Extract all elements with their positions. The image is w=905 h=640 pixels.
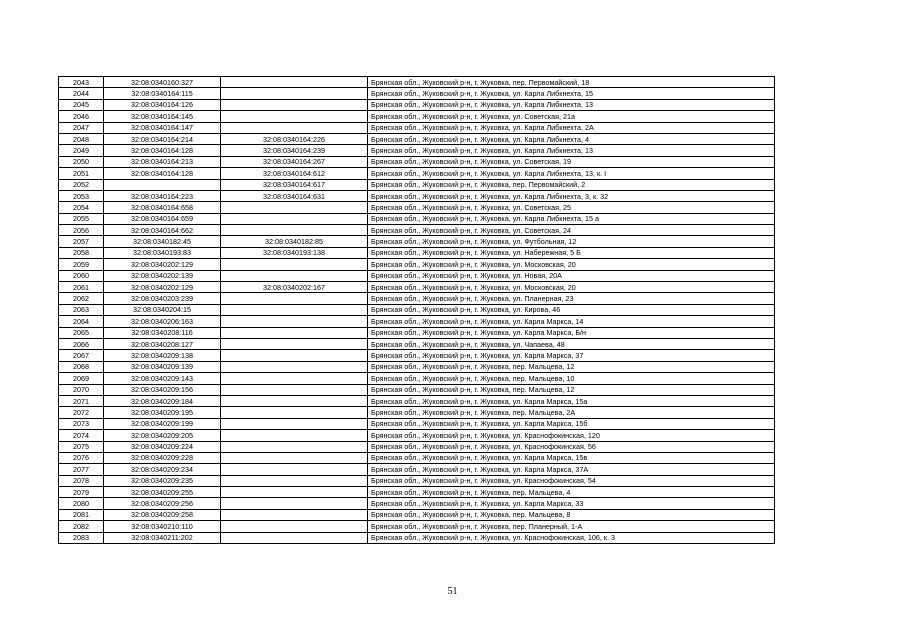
cadastral-number-cell: 32:08:0340164:223 bbox=[104, 190, 221, 201]
row-number-cell: 2070 bbox=[59, 384, 104, 395]
related-cadastral-number-cell bbox=[221, 316, 368, 327]
cadastral-number-cell: 32:08:0340209:138 bbox=[104, 350, 221, 361]
row-number-cell: 2078 bbox=[59, 475, 104, 486]
row-number-cell: 2059 bbox=[59, 259, 104, 270]
cadastral-number-cell: 32:08:0340164:662 bbox=[104, 225, 221, 236]
row-number-cell: 2072 bbox=[59, 407, 104, 418]
related-cadastral-number-cell bbox=[221, 213, 368, 224]
table-row bbox=[59, 384, 775, 395]
cadastral-number-cell: 32:08:0340209:228 bbox=[104, 452, 221, 463]
address-cell: Брянская обл., Жуковский р-н, г. Жуковка, ул. Карла Либкнехта, 3, к. 32 bbox=[368, 190, 775, 201]
cadastral-number-cell: 32:08:0340209:224 bbox=[104, 441, 221, 452]
row-number-cell: 2069 bbox=[59, 373, 104, 384]
address-cell: Брянская обл., Жуковский р-н, г. Жуковка, ул. Советская, 21а bbox=[368, 111, 775, 122]
table-row bbox=[59, 452, 775, 463]
table-row bbox=[59, 179, 775, 190]
row-number-cell: 2050 bbox=[59, 156, 104, 167]
row-number-cell: 2063 bbox=[59, 304, 104, 315]
related-cadastral-number-cell bbox=[221, 99, 368, 110]
address-cell: Брянская обл., Жуковский р-н, г. Жуковка, пер. Первомайский, 18 bbox=[368, 77, 775, 88]
row-number-cell: 2057 bbox=[59, 236, 104, 247]
cadastral-number-cell: 32:08:0340164:214 bbox=[104, 133, 221, 144]
address-cell: Брянская обл., Жуковский р-н, г. Жуковка, ул. Краснофокинская, 54 bbox=[368, 475, 775, 486]
table-row bbox=[59, 350, 775, 361]
table-row bbox=[59, 441, 775, 452]
cadastral-number-cell: 32:08:0340209:255 bbox=[104, 487, 221, 498]
table-row bbox=[59, 475, 775, 486]
table-row bbox=[59, 487, 775, 498]
row-number-cell: 2075 bbox=[59, 441, 104, 452]
row-number-cell: 2046 bbox=[59, 111, 104, 122]
row-number-cell: 2062 bbox=[59, 293, 104, 304]
cadastral-number-cell: 32:08:0340164:213 bbox=[104, 156, 221, 167]
cadastral-number-cell: 32:08:0340209:258 bbox=[104, 509, 221, 520]
cadastral-number-cell: 32:08:0340203:239 bbox=[104, 293, 221, 304]
address-cell: Брянская обл., Жуковский р-н, г. Жуковка, ул. Новая, 20А bbox=[368, 270, 775, 281]
address-cell: Брянская обл., Жуковский р-н, г. Жуковка, ул. Набережная, 5 Б bbox=[368, 247, 775, 258]
row-number-cell: 2076 bbox=[59, 452, 104, 463]
related-cadastral-number-cell bbox=[221, 88, 368, 99]
table-row bbox=[59, 247, 775, 258]
related-cadastral-number-cell bbox=[221, 384, 368, 395]
address-cell: Брянская обл., Жуковский р-н, г. Жуковка, ул. Московская, 20 bbox=[368, 282, 775, 293]
address-cell: Брянская обл., Жуковский р-н, г. Жуковка, ул. Карла Либкнехта, 13, к. I bbox=[368, 168, 775, 179]
table-row bbox=[59, 373, 775, 384]
row-number-cell: 2077 bbox=[59, 464, 104, 475]
address-cell: Брянская обл., Жуковский р-н, г. Жуковка, ул. Краснофокинская, 56 bbox=[368, 441, 775, 452]
cadastral-number-cell: 32:08:0340209:184 bbox=[104, 395, 221, 406]
address-cell: Брянская обл., Жуковский р-н, г. Жуковка, пер. Мальцева, 12 bbox=[368, 361, 775, 372]
related-cadastral-number-cell bbox=[221, 407, 368, 418]
address-cell: Брянская обл., Жуковский р-н, г. Жуковка, ул. Советская, 25 bbox=[368, 202, 775, 213]
cadastral-number-cell: 32:08:0340164:126 bbox=[104, 99, 221, 110]
table-row bbox=[59, 430, 775, 441]
row-number-cell: 2045 bbox=[59, 99, 104, 110]
row-number-cell: 2049 bbox=[59, 145, 104, 156]
table-row bbox=[59, 77, 775, 88]
related-cadastral-number-cell bbox=[221, 532, 368, 543]
related-cadastral-number-cell bbox=[221, 430, 368, 441]
address-cell: Брянская обл., Жуковский р-н, г. Жуковка, ул. Карла Маркса, 33 bbox=[368, 498, 775, 509]
table-row bbox=[59, 236, 775, 247]
table-row bbox=[59, 190, 775, 201]
address-cell: Брянская обл., Жуковский р-н, г. Жуковка, ул. Футбольная, 12 bbox=[368, 236, 775, 247]
table-row bbox=[59, 202, 775, 213]
cadastral-number-cell: 32:08:0340160:327 bbox=[104, 77, 221, 88]
related-cadastral-number-cell: 32:08:0340193:138 bbox=[221, 247, 368, 258]
related-cadastral-number-cell bbox=[221, 418, 368, 429]
row-number-cell: 2081 bbox=[59, 509, 104, 520]
cadastral-number-cell: 32:08:0340182:45 bbox=[104, 236, 221, 247]
cadastral-number-cell: 32:08:0340208:127 bbox=[104, 338, 221, 349]
cadastral-number-cell: 32:08:0340208:116 bbox=[104, 327, 221, 338]
address-cell: Брянская обл., Жуковский р-н, г. Жуковка, ул. Карла Маркса, 15а bbox=[368, 395, 775, 406]
address-cell: Брянская обл., Жуковский р-н, г. Жуковка, ул. Карла Либкнехта, 13 bbox=[368, 99, 775, 110]
table-row bbox=[59, 225, 775, 236]
row-number-cell: 2079 bbox=[59, 487, 104, 498]
related-cadastral-number-cell bbox=[221, 452, 368, 463]
cadastral-number-cell: 32:08:0340209:143 bbox=[104, 373, 221, 384]
related-cadastral-number-cell bbox=[221, 304, 368, 315]
row-number-cell: 2082 bbox=[59, 521, 104, 532]
row-number-cell: 2043 bbox=[59, 77, 104, 88]
cadastral-number-cell: 32:08:0340164:128 bbox=[104, 168, 221, 179]
row-number-cell: 2083 bbox=[59, 532, 104, 543]
table-row bbox=[59, 361, 775, 372]
address-cell: Брянская обл., Жуковский р-н, г. Жуковка, ул. Планерная, 23 bbox=[368, 293, 775, 304]
table-row bbox=[59, 521, 775, 532]
row-number-cell: 2064 bbox=[59, 316, 104, 327]
address-cell: Брянская обл., Жуковский р-н, г. Жуковка, пер. Мальцева, 10 bbox=[368, 373, 775, 384]
row-number-cell: 2071 bbox=[59, 395, 104, 406]
cadastral-number-cell: 32:08:0340210:110 bbox=[104, 521, 221, 532]
cadastral-number-cell: 32:08:0340206:163 bbox=[104, 316, 221, 327]
table-row bbox=[59, 327, 775, 338]
related-cadastral-number-cell bbox=[221, 293, 368, 304]
table-row bbox=[59, 88, 775, 99]
cadastral-number-cell bbox=[104, 179, 221, 190]
related-cadastral-number-cell bbox=[221, 327, 368, 338]
related-cadastral-number-cell bbox=[221, 475, 368, 486]
row-number-cell: 2048 bbox=[59, 133, 104, 144]
table-body bbox=[59, 77, 775, 544]
row-number-cell: 2080 bbox=[59, 498, 104, 509]
table-row bbox=[59, 464, 775, 475]
related-cadastral-number-cell bbox=[221, 498, 368, 509]
address-cell: Брянская обл., Жуковский р-н, г. Жуковка, ул. Карла Маркса, 37 bbox=[368, 350, 775, 361]
cadastral-number-cell: 32:08:0340164:659 bbox=[104, 213, 221, 224]
address-cell: Брянская обл., Жуковский р-н, г. Жуковка, пер. Планерный, 1-А bbox=[368, 521, 775, 532]
row-number-cell: 2053 bbox=[59, 190, 104, 201]
related-cadastral-number-cell bbox=[221, 350, 368, 361]
related-cadastral-number-cell bbox=[221, 122, 368, 133]
related-cadastral-number-cell: 32:08:0340164:267 bbox=[221, 156, 368, 167]
page-number: 51 bbox=[447, 586, 458, 597]
address-cell: Брянская обл., Жуковский р-н, г. Жуковка, ул. Карла Маркса, Б/н bbox=[368, 327, 775, 338]
address-cell: Брянская обл., Жуковский р-н, г. Жуковка, ул. Карла Маркса, 15б bbox=[368, 418, 775, 429]
cadastral-number-cell: 32:08:0340209:199 bbox=[104, 418, 221, 429]
address-cell: Брянская обл., Жуковский р-н, г. Жуковка, ул. Карла Маркса, 37А bbox=[368, 464, 775, 475]
cadastral-number-cell: 32:08:0340193:83 bbox=[104, 247, 221, 258]
table-row bbox=[59, 316, 775, 327]
related-cadastral-number-cell bbox=[221, 441, 368, 452]
related-cadastral-number-cell: 32:08:0340164:612 bbox=[221, 168, 368, 179]
cadastral-number-cell: 32:08:0340209:139 bbox=[104, 361, 221, 372]
row-number-cell: 2060 bbox=[59, 270, 104, 281]
related-cadastral-number-cell bbox=[221, 487, 368, 498]
address-cell: Брянская обл., Жуковский р-н, г. Жуковка, ул. Карла Либкнехта, 4 bbox=[368, 133, 775, 144]
address-cell: Брянская обл., Жуковский р-н, г. Жуковка, ул. Советская, 19 bbox=[368, 156, 775, 167]
related-cadastral-number-cell bbox=[221, 202, 368, 213]
related-cadastral-number-cell bbox=[221, 509, 368, 520]
row-number-cell: 2051 bbox=[59, 168, 104, 179]
cadastral-number-cell: 32:08:0340204:15 bbox=[104, 304, 221, 315]
cadastral-number-cell: 32:08:0340209:156 bbox=[104, 384, 221, 395]
address-cell: Брянская обл., Жуковский р-н, г. Жуковка, ул. Карла Маркса, 14 bbox=[368, 316, 775, 327]
row-number-cell: 2068 bbox=[59, 361, 104, 372]
related-cadastral-number-cell: 32:08:0340164:226 bbox=[221, 133, 368, 144]
related-cadastral-number-cell bbox=[221, 395, 368, 406]
address-cell: Брянская обл., Жуковский р-н, г. Жуковка, ул. Карла Либкнехта, 15 а bbox=[368, 213, 775, 224]
row-number-cell: 2055 bbox=[59, 213, 104, 224]
address-cell: Брянская обл., Жуковский р-н, г. Жуковка, ул. Краснофокинская, 106, к. 3 bbox=[368, 532, 775, 543]
table-row bbox=[59, 259, 775, 270]
related-cadastral-number-cell bbox=[221, 464, 368, 475]
related-cadastral-number-cell: 32:08:0340164:631 bbox=[221, 190, 368, 201]
row-number-cell: 2066 bbox=[59, 338, 104, 349]
table-row bbox=[59, 395, 775, 406]
cadastral-number-cell: 32:08:0340202:129 bbox=[104, 282, 221, 293]
address-cell: Брянская обл., Жуковский р-н, г. Жуковка, ул. Карла Либкнехта, 13 bbox=[368, 145, 775, 156]
address-cell: Брянская обл., Жуковский р-н, г. Жуковка, ул. Краснофокинская, 120 bbox=[368, 430, 775, 441]
table-row bbox=[59, 156, 775, 167]
related-cadastral-number-cell bbox=[221, 77, 368, 88]
address-cell: Брянская обл., Жуковский р-н, г. Жуковка, пер. Мальцева, 4 bbox=[368, 487, 775, 498]
cadastral-number-cell: 32:08:0340164:128 bbox=[104, 145, 221, 156]
address-cell: Брянская обл., Жуковский р-н, г. Жуковка, пер. Первомайский, 2 bbox=[368, 179, 775, 190]
related-cadastral-number-cell bbox=[221, 373, 368, 384]
table-row bbox=[59, 282, 775, 293]
cadastral-number-cell: 32:08:0340164:115 bbox=[104, 88, 221, 99]
row-number-cell: 2061 bbox=[59, 282, 104, 293]
address-cell: Брянская обл., Жуковский р-н, г. Жуковка, ул. Карла Либкнехта, 15 bbox=[368, 88, 775, 99]
cadastral-number-cell: 32:08:0340211:202 bbox=[104, 532, 221, 543]
related-cadastral-number-cell: 32:08:0340182:85 bbox=[221, 236, 368, 247]
table-row bbox=[59, 133, 775, 144]
row-number-cell: 2058 bbox=[59, 247, 104, 258]
related-cadastral-number-cell bbox=[221, 338, 368, 349]
cadastral-number-cell: 32:08:0340164:658 bbox=[104, 202, 221, 213]
table-row bbox=[59, 122, 775, 133]
table-row bbox=[59, 418, 775, 429]
cadastral-number-cell: 32:08:0340209:195 bbox=[104, 407, 221, 418]
row-number-cell: 2067 bbox=[59, 350, 104, 361]
registry-table bbox=[58, 76, 775, 544]
address-cell: Брянская обл., Жуковский р-н, г. Жуковка, пер. Мальцева, 12 bbox=[368, 384, 775, 395]
table-row bbox=[59, 270, 775, 281]
related-cadastral-number-cell bbox=[221, 361, 368, 372]
row-number-cell: 2044 bbox=[59, 88, 104, 99]
table-row bbox=[59, 168, 775, 179]
related-cadastral-number-cell bbox=[221, 225, 368, 236]
row-number-cell: 2052 bbox=[59, 179, 104, 190]
cadastral-number-cell: 32:08:0340164:145 bbox=[104, 111, 221, 122]
table-row bbox=[59, 293, 775, 304]
cadastral-number-cell: 32:08:0340209:234 bbox=[104, 464, 221, 475]
table-row bbox=[59, 509, 775, 520]
cadastral-number-cell: 32:08:0340202:139 bbox=[104, 270, 221, 281]
table-row bbox=[59, 111, 775, 122]
table-row bbox=[59, 407, 775, 418]
address-cell: Брянская обл., Жуковский р-н, г. Жуковка, ул. Карла Либкнехта, 2А bbox=[368, 122, 775, 133]
related-cadastral-number-cell bbox=[221, 270, 368, 281]
address-cell: Брянская обл., Жуковский р-н, г. Жуковка, ул. Кирова, 46 bbox=[368, 304, 775, 315]
related-cadastral-number-cell bbox=[221, 521, 368, 532]
related-cadastral-number-cell: 32:08:0340202:167 bbox=[221, 282, 368, 293]
related-cadastral-number-cell bbox=[221, 111, 368, 122]
address-cell: Брянская обл., Жуковский р-н, г. Жуковка, пер. Мальцева, 2А bbox=[368, 407, 775, 418]
table-row bbox=[59, 532, 775, 543]
address-cell: Брянская обл., Жуковский р-н, г. Жуковка, ул. Советская, 24 bbox=[368, 225, 775, 236]
row-number-cell: 2056 bbox=[59, 225, 104, 236]
table-row bbox=[59, 498, 775, 509]
table-row bbox=[59, 145, 775, 156]
related-cadastral-number-cell: 32:08:0340164:617 bbox=[221, 179, 368, 190]
table-row bbox=[59, 338, 775, 349]
related-cadastral-number-cell bbox=[221, 259, 368, 270]
row-number-cell: 2073 bbox=[59, 418, 104, 429]
row-number-cell: 2054 bbox=[59, 202, 104, 213]
row-number-cell: 2047 bbox=[59, 122, 104, 133]
table-row bbox=[59, 304, 775, 315]
table-row bbox=[59, 99, 775, 110]
address-cell: Брянская обл., Жуковский р-н, г. Жуковка, ул. Московская, 20 bbox=[368, 259, 775, 270]
row-number-cell: 2065 bbox=[59, 327, 104, 338]
cadastral-number-cell: 32:08:0340164:147 bbox=[104, 122, 221, 133]
address-cell: Брянская обл., Жуковский р-н, г. Жуковка, ул. Карла Маркса, 15в bbox=[368, 452, 775, 463]
cadastral-number-cell: 32:08:0340202:129 bbox=[104, 259, 221, 270]
row-number-cell: 2074 bbox=[59, 430, 104, 441]
cadastral-number-cell: 32:08:0340209:235 bbox=[104, 475, 221, 486]
related-cadastral-number-cell: 32:08:0340164:239 bbox=[221, 145, 368, 156]
address-cell: Брянская обл., Жуковский р-н, г. Жуковка, ул. Чапаева, 48 bbox=[368, 338, 775, 349]
address-cell: Брянская обл., Жуковский р-н, г. Жуковка, пер. Мальцева, 8 bbox=[368, 509, 775, 520]
table-row bbox=[59, 213, 775, 224]
cadastral-number-cell: 32:08:0340209:205 bbox=[104, 430, 221, 441]
cadastral-number-cell: 32:08:0340209:256 bbox=[104, 498, 221, 509]
